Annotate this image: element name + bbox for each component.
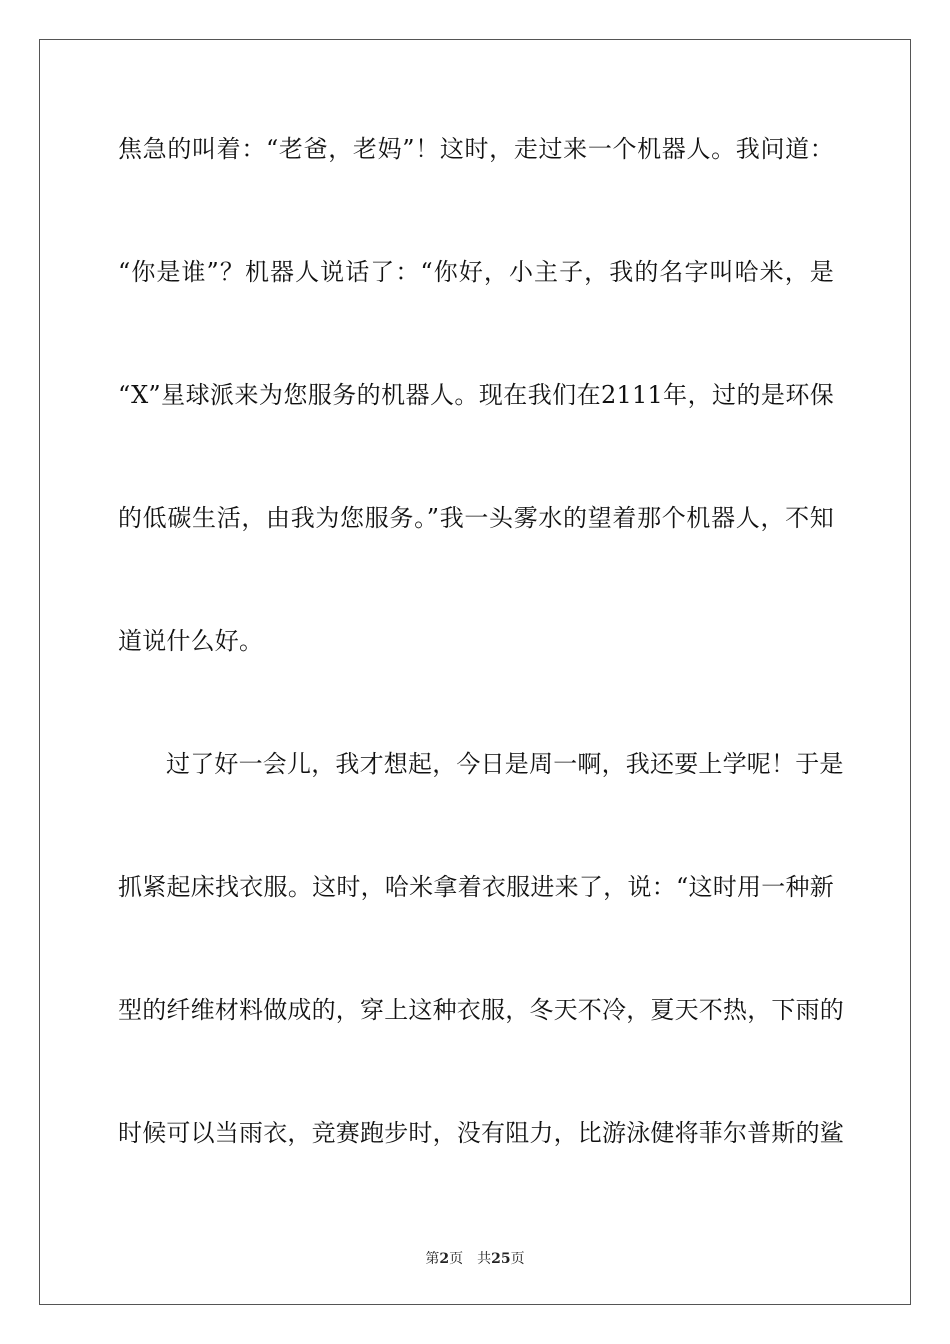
document-body: [118, 122, 844, 1229]
text-line: 抓紧起床找衣服。这时，哈米拿着衣服进来了，说：“这时用一种新: [118, 873, 834, 901]
text-line: 过了好一会儿，我才想起，今日是周一啊，我还要上学呢！于是: [166, 750, 844, 778]
total-prefix: 共: [477, 1251, 492, 1267]
page-number: 2: [439, 1251, 450, 1267]
page-suffix: 页: [449, 1251, 464, 1267]
text-line: 型的纤维材料做成的，穿上这种衣服，冬天不冷，夏天不热，下雨的: [118, 996, 844, 1024]
text-line: “你是谁”？机器人说话了：“你好，小主子，我的名字叫哈米，是: [118, 258, 834, 286]
page-prefix: 第: [425, 1251, 440, 1267]
total-pages: 25: [491, 1251, 511, 1267]
total-suffix: 页: [510, 1251, 525, 1267]
page-footer: [0, 1248, 950, 1268]
text-line: 焦急的叫着：“老爸，老妈”！这时，走过来一个机器人。我问道：: [118, 135, 834, 163]
text-line: 时候可以当雨衣，竞赛跑步时，没有阻力，比游泳健将菲尔普斯的鲨: [118, 1119, 844, 1147]
text-line: 的低碳生活，由我为您服务。”我一头雾水的望着那个机器人，不知: [118, 504, 834, 532]
text-line: 道说什么好。: [118, 627, 264, 655]
text-line: “X”星球派来为您服务的机器人。现在我们在2111年，过的是环保: [118, 381, 834, 409]
